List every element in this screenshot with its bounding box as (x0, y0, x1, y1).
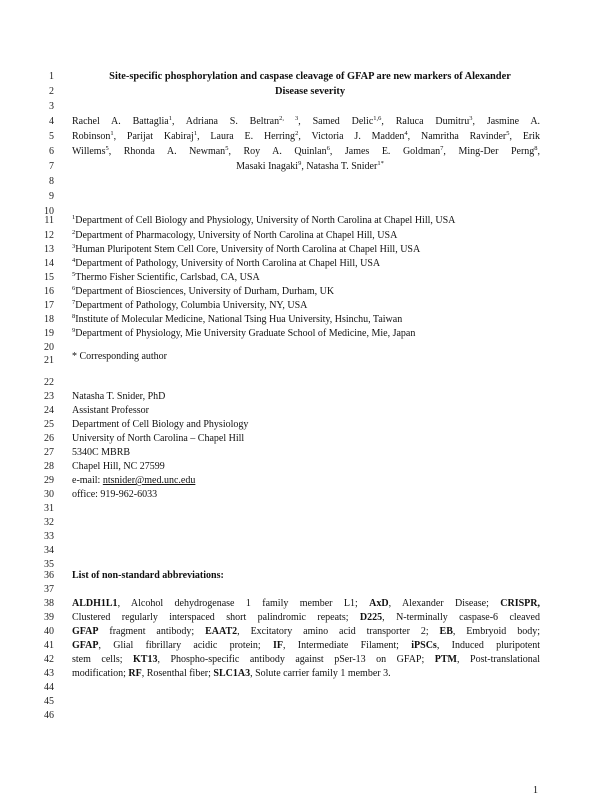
line-number: 27 (44, 447, 54, 458)
abbreviation-definition: , Embryoid body; (452, 626, 540, 637)
affiliation-text: Thermo Fisher Scientific, Carlsbad, CA, USA (75, 272, 260, 283)
line-number: 25 (44, 419, 54, 430)
author-affiliation-marker: 8 (534, 145, 538, 152)
abbreviation-term: RF (128, 668, 142, 679)
affiliation-text: Human Pluripotent Stem Cell Core, University of North Carolina at Chapel Hill, USA (75, 244, 421, 255)
title-line-1 (0, 70, 612, 84)
affiliation-marker: 9 (72, 327, 76, 334)
line-number: 19 (44, 328, 54, 339)
contact-position: Assistant Professor (72, 405, 149, 416)
author-name: Samed Delic (312, 116, 374, 127)
line-number: 3 (49, 101, 54, 112)
abbreviation-definition: , Phospho-specific antibody against pSer-13 on GFAP; (157, 654, 435, 665)
affiliation-marker: 5 (72, 271, 76, 278)
author-affiliation-marker: 5 (105, 145, 109, 152)
author-name: Parijat Kabiraj (126, 131, 194, 142)
author-affiliation-marker: 1 (193, 130, 198, 137)
author-list-line: Willems$^5$, Rhonda A. Newman$^5$, Roy A. Quinlan$^6$, James E. Goldman$^7$, Ming-Der Perng$^8$, (72, 145, 541, 157)
abbreviation-definition: , Glial fibrillary acidic protein; (98, 640, 273, 651)
line-number: 28 (44, 461, 54, 472)
contact-name: Natasha T. Snider, PhD (72, 391, 166, 402)
line-number: 38 (44, 598, 54, 609)
author-name: Rachel A. Battaglia (72, 116, 169, 127)
abbreviation-definition: , Induced pluripotent (436, 640, 541, 651)
affiliation-item (72, 285, 552, 299)
author-affiliation-marker: 5 (506, 130, 510, 137)
line-number: 1 (49, 71, 54, 82)
line-number: 36 (44, 570, 54, 581)
contact-email-link[interactable]: ntsnider@med.unc.edu (102, 475, 196, 486)
author-line-5 (0, 130, 612, 144)
page-number: 1 (533, 785, 538, 796)
author-name-part: Erik (522, 131, 541, 142)
line-number: 7 (49, 161, 54, 172)
author-line-6 (0, 145, 612, 159)
line-number: 4 (49, 116, 54, 127)
author-name: Raluca Dumitru (395, 116, 470, 127)
line-number: 43 (44, 668, 54, 679)
line-number: 23 (44, 391, 54, 402)
affiliation-marker: 2 (72, 229, 76, 236)
line-number: 8 (49, 176, 54, 187)
line-number: 2 (49, 86, 54, 97)
abbreviation-term: KT13 (133, 654, 158, 665)
abbreviation-definition-emph: GFAP (72, 626, 99, 637)
author-affiliation-marker: 1* (377, 160, 384, 167)
author-affiliation-marker: 5 (225, 145, 229, 152)
affiliation-text: Department of Cell Biology and Physiology, University of North Carolina at Chapel Hill, USA (75, 215, 456, 226)
author-name-part: Jasmine A. (486, 116, 541, 127)
abbreviation-line (72, 653, 540, 667)
line-number: 41 (44, 640, 54, 651)
contact-email-label: e-mail: (72, 475, 103, 486)
author-affiliation-marker: 2 (295, 130, 299, 137)
contact-email-line (72, 474, 552, 488)
line-number: 6 (49, 146, 54, 157)
line-number: 33 (44, 531, 54, 542)
abbreviation-term: AxD (369, 598, 389, 609)
affiliation-text: Department of Pathology, Columbia University, NY, USA (75, 300, 308, 311)
line-number: 10 (44, 206, 54, 217)
line-number: 11 (44, 215, 54, 226)
abbreviation-line (72, 667, 540, 681)
abbreviation-definition: , Alexander Disease; (388, 598, 501, 609)
author-list-line: Masaki Inagaki$^9$, Natasha T. Snider$^{1*}$ (236, 160, 384, 172)
paper-title-part-2: Disease severity (274, 86, 346, 97)
abbreviation-term: SLC1A3 (213, 668, 251, 679)
line-number: 31 (44, 503, 54, 514)
abbreviation-line (72, 625, 540, 639)
affiliation-item (72, 327, 552, 341)
affiliation-marker: 6 (72, 285, 76, 292)
line-number: 34 (44, 545, 54, 556)
contact-building: 5340C MBRB (72, 447, 131, 458)
author-name: Masaki Inagaki (236, 161, 299, 172)
line-number: 39 (44, 612, 54, 623)
author-affiliation-marker: 3 (469, 115, 473, 122)
affiliation-text: Institute of Molecular Medicine, National Tsing Hua University, Hsinchu, Taiwan (75, 314, 403, 325)
line-number: 16 (44, 286, 54, 297)
affiliation-text: Department of Biosciences, University of Durham, Durham, UK (75, 286, 335, 297)
affiliation-text: Department of Pathology, University of North Carolina at Chapel Hill, USA (75, 258, 381, 269)
author-affiliation-marker: 2, 3 (279, 115, 299, 122)
abbreviation-definition: , N-terminally caspase-6 cleaved (382, 612, 540, 623)
line-number: 5 (49, 131, 54, 142)
abbreviation-line (72, 639, 540, 653)
line-number: 20 (44, 342, 54, 353)
abbreviation-definition: , Intermediate Filament; (283, 640, 412, 651)
line-number: 12 (44, 230, 54, 241)
title-line-2 (0, 85, 612, 99)
line-number: 14 (44, 258, 54, 269)
author-name: Rhonda A. Newman (123, 146, 226, 157)
corresponding-author-note: * Corresponding author (72, 351, 167, 362)
line-number: 15 (44, 272, 54, 283)
abbreviation-line (72, 611, 540, 625)
line-number: 26 (44, 433, 54, 444)
abbreviations-heading: List of non-standard abbreviations: (72, 570, 224, 581)
line-number: 45 (44, 696, 54, 707)
abbreviation-term: iPSCs (411, 640, 437, 651)
paper-title-part-1: Site-specific phosphorylation and caspase cleavage of GFAP are new markers of Alexander (109, 71, 511, 82)
affiliation-marker: 1 (72, 214, 76, 221)
author-list-line: Rachel A. Battaglia$^1$, Adriana S. Beltran$^{2, 3}$, Samed Delic$^{1,6}$, Raluca Dumitru$^3$, Jasmine A. (72, 115, 541, 127)
line-number: 17 (44, 300, 54, 311)
contact-city: Chapel Hill, NC 27599 (72, 461, 165, 472)
line-number: 18 (44, 314, 54, 325)
line-number: 29 (44, 475, 54, 486)
author-name-part: Robinson (72, 131, 111, 142)
line-number: 13 (44, 244, 54, 255)
author-name: Victoria J. Madden (311, 131, 405, 142)
affiliation-item (72, 271, 552, 285)
abbreviation-definition: Clustered regularly interspaced short palindromic repeats; (72, 612, 360, 623)
author-affiliation-marker: 1 (168, 115, 172, 122)
author-list-line: Robinson$^1$, Parijat Kabiraj$^1$, Laura E. Herring$^2$, Victoria J. Madden$^4$, Namritha Ravinder$^5$, Erik (72, 130, 541, 142)
contact-office-phone: office: 919-962-6033 (72, 489, 158, 500)
author-line-4 (0, 115, 612, 129)
affiliation-marker: 4 (72, 257, 76, 264)
abbreviation-definition: , Excitatory amino acid transporter 2; (237, 626, 440, 637)
affiliation-marker: 8 (72, 313, 76, 320)
corresponding-line (0, 350, 612, 364)
affiliation-text: Department of Physiology, Mie University Graduate School of Medicine, Mie, Japan (75, 328, 416, 339)
author-affiliation-marker: 7 (440, 145, 444, 152)
author-affiliation-marker: 6 (326, 145, 330, 152)
affiliation-marker: 3 (72, 243, 76, 250)
abbreviation-term: PTM (434, 654, 457, 665)
affiliation-item (72, 214, 552, 228)
affiliation-item (72, 243, 552, 257)
line-number: 21 (44, 355, 54, 366)
affiliation-item (72, 299, 552, 313)
author-name-part: Willems (72, 146, 106, 157)
affiliation-item (72, 229, 552, 243)
author-name: Adriana S. Beltran (185, 116, 280, 127)
line-number: 32 (44, 517, 54, 528)
author-name: James E. Goldman (344, 146, 441, 157)
author-affiliation-marker: 4 (404, 130, 408, 137)
line-number: 44 (44, 682, 54, 693)
contact-department: Department of Cell Biology and Physiology (72, 419, 249, 430)
line-number: 37 (44, 584, 54, 595)
abbreviation-definition: , Solute carrier family 1 member 3. (250, 668, 391, 679)
abbreviation-definition: modification; (72, 668, 129, 679)
abbreviation-term: GFAP (72, 640, 99, 651)
abbreviation-term: ALDH1L1 (72, 598, 118, 609)
abbreviation-term: D225 (359, 612, 383, 623)
line-number: 9 (49, 191, 54, 202)
abbreviation-line (72, 597, 540, 611)
author-affiliation-marker: 9 (298, 160, 302, 167)
affiliation-text: Department of Pharmacology, University of North Carolina at Chapel Hill, USA (75, 230, 398, 241)
author-name: Roy A. Quinlan (243, 146, 327, 157)
line-number: 46 (44, 710, 54, 721)
author-line-7 (0, 160, 612, 174)
author-affiliation-marker: 1 (110, 130, 114, 137)
author-name: Ming-Der Perng (458, 146, 535, 157)
line-number: 40 (44, 626, 54, 637)
line-number: 24 (44, 405, 54, 416)
affiliation-item (72, 257, 552, 271)
line-number: 35 (44, 559, 54, 570)
line-number: 30 (44, 489, 54, 500)
abbreviation-definition: stem cells; (72, 654, 134, 665)
author-name: Laura E. Herring (210, 131, 296, 142)
author-affiliation-marker: 1,6 (373, 115, 382, 122)
abbrev-heading-line (0, 569, 612, 583)
line-number: 22 (44, 377, 54, 388)
abbreviation-term: EAAT2 (205, 626, 238, 637)
affiliation-item (72, 313, 552, 327)
abbreviation-definition: , Alcohol dehydrogenase 1 family member L1; (117, 598, 370, 609)
abbreviation-definition: fragment antibody; (98, 626, 206, 637)
author-name: Namritha Ravinder (421, 131, 507, 142)
line-number: 42 (44, 654, 54, 665)
contact-university: University of North Carolina – Chapel Hill (72, 433, 245, 444)
affiliation-marker: 7 (72, 299, 76, 306)
abbreviation-definition: , Post-translational (457, 654, 540, 665)
abbreviation-term: IF (273, 640, 283, 651)
abbreviation-definition: , Rosenthal fiber; (141, 668, 214, 679)
abbreviation-term: EB (439, 626, 453, 637)
author-name: Natasha T. Snider (306, 161, 378, 172)
abbreviation-term: CRISPR, (500, 598, 540, 609)
